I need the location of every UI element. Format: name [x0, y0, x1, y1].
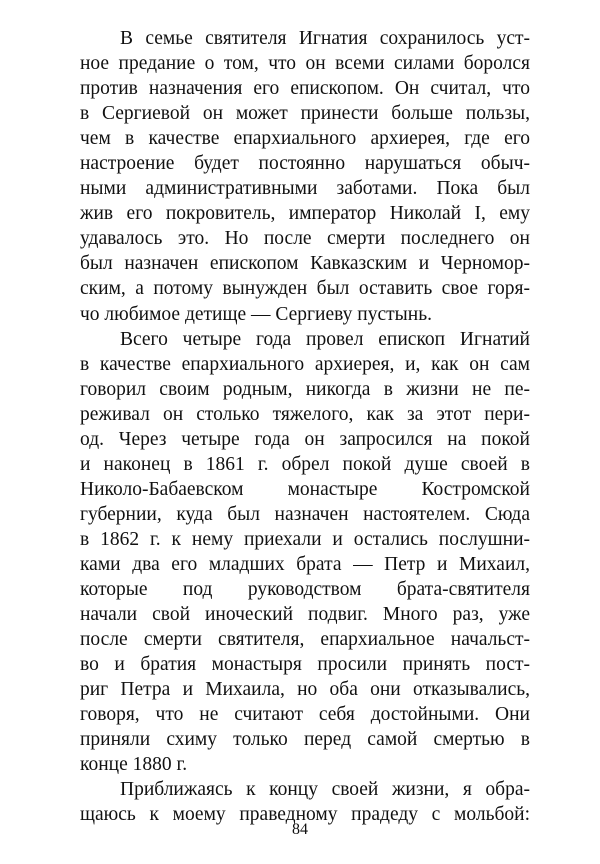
text-line: щаюсь к моему праведному прадеду с мольбой:: [80, 804, 530, 826]
text-line: во и братия монастыря просили принять пост-: [80, 654, 530, 676]
text-line: губернии, куда был назначен настоятелем. Сюда: [80, 503, 530, 525]
text-line: ными административными заботами. Пока был: [80, 178, 530, 200]
text-line: реживал он столько тяжелого, как за этот пери-: [80, 403, 530, 425]
text-line: говоря, что не считают себя достойными. Они: [80, 704, 530, 726]
text-line: против назначения его епископом. Он считал, что: [80, 78, 530, 100]
text-line: чо любимое детище — Сергиеву пустынь.: [80, 303, 432, 325]
paragraph-2: [80, 327, 530, 778]
text-line: чем в качестве епархиального архиерея, где его: [80, 128, 530, 150]
text-line: ное предание о том, что он всеми силами боролся: [80, 53, 530, 75]
text-line: в 1862 г. к нему приехали и остались послушни-: [80, 528, 530, 550]
text-line: Приближаясь к концу своей жизни, я обра-: [120, 779, 530, 801]
page-number: 84: [292, 821, 308, 838]
text-line: Всего четыре года провел епископ Игнатий: [120, 328, 530, 350]
text-line: ским, а потому вынужден был оставить свое горя-: [80, 278, 530, 300]
text-line: после смерти святителя, епархиальное начальст-: [80, 629, 530, 651]
text-line: говорил своим родным, никогда в жизни не пе-: [80, 378, 530, 400]
text-line: ками два его младших брата — Петр и Михаил,: [80, 553, 530, 575]
text-line: начали свой иноческий подвиг. Много раз, уже: [80, 604, 530, 626]
text-line: В семье святителя Игнатия сохранилось уст-: [120, 28, 530, 49]
text-line: конце 1880 г.: [80, 754, 188, 776]
text-block: [80, 26, 530, 828]
text-line: риг Петра и Михаила, но оба они отказывались,: [80, 679, 530, 701]
text-line: и наконец в 1861 г. обрел покой душе своей в: [80, 453, 530, 475]
text-line: настроение будет постоянно нарушаться обыч-: [80, 153, 530, 175]
text-line: которые под руководством брата-святителя: [80, 579, 530, 601]
paragraph-1: [80, 26, 530, 327]
text-line: удавалось это. Но после смерти последнего он: [80, 228, 530, 250]
text-line: жив его покровитель, император Николай I, ему: [80, 203, 530, 225]
text-line: был назначен епископом Кавказским и Черномор-: [80, 253, 530, 275]
text-line: Николо-Бабаевском монастыре Костромской: [80, 478, 530, 500]
text-line: од. Через четыре года он запросился на покой: [80, 428, 530, 450]
text-line: приняли схиму только перед самой смертью в: [80, 729, 530, 751]
text-line: в качестве епархиального архиерея, и, как он сам: [80, 353, 530, 375]
text-line: в Сергиевой он может принести больше пользы,: [80, 103, 530, 125]
